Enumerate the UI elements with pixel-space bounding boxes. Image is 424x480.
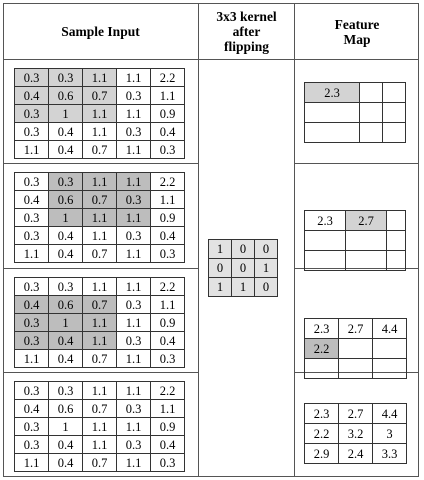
feature-cell: 2.2 [305,424,339,444]
row-divider-input-3 [3,372,199,373]
divider-input-kernel [198,3,199,477]
input-cell: 0.3 [15,105,49,123]
input-matrix-step-2 [14,172,185,263]
input-cell: 0.3 [15,332,49,350]
input-cell: 0.9 [151,418,185,436]
input-matrix-step-1 [14,68,185,159]
input-cell: 0.3 [15,209,49,227]
input-cell: 0.4 [15,191,49,209]
input-cell: 1.1 [83,332,117,350]
input-cell: 0.3 [117,436,151,454]
feature-cell: 2.7 [346,211,387,231]
feature-cell: 2.3 [305,83,360,103]
input-cell: 2.2 [151,69,185,87]
feature-cell: 3 [373,424,407,444]
input-cell: 0.3 [117,191,151,209]
input-cell: 0.3 [151,454,185,472]
input-cell: 1.1 [83,436,117,454]
header-sample-input [3,4,198,59]
input-cell: 0.3 [151,141,185,159]
feature-cell [305,123,360,143]
feature-cell [383,83,406,103]
input-cell: 1.1 [83,418,117,436]
input-cell: 0.7 [83,245,117,263]
feature-cell [339,359,373,379]
header-sample-input-text: Sample Input [61,24,140,39]
input-cell: 2.2 [151,173,185,191]
input-cell: 0.3 [49,69,83,87]
feature-cell: 3.3 [373,444,407,464]
input-cell: 1.1 [151,296,185,314]
input-cell: 0.3 [15,278,49,296]
feature-cell [373,339,407,359]
header-kernel-line2: after [232,24,261,39]
input-cell: 0.6 [49,400,83,418]
input-cell: 0.3 [117,332,151,350]
kernel-cell: 0 [255,240,278,259]
kernel-cell: 0 [232,259,255,278]
input-cell: 0.4 [15,296,49,314]
feature-cell: 2.3 [305,319,339,339]
input-cell: 2.2 [151,382,185,400]
feature-cell [346,231,387,251]
input-cell: 1.1 [117,209,151,227]
input-cell: 0.3 [15,314,49,332]
input-cell: 1.1 [117,141,151,159]
input-cell: 1.1 [83,173,117,191]
input-cell: 0.3 [15,69,49,87]
feature-cell [387,211,406,231]
input-cell: 0.4 [49,141,83,159]
input-cell: 0.3 [151,245,185,263]
input-cell: 0.4 [15,400,49,418]
header-feature-line2: Map [343,31,371,47]
feature-cell [305,231,346,251]
header-feature-line1: Feature [334,16,380,32]
row-divider-input-1 [3,163,199,164]
input-cell: 0.7 [83,400,117,418]
feature-cell: 2.2 [305,339,339,359]
input-cell: 0.7 [83,296,117,314]
input-cell: 0.7 [83,191,117,209]
kernel-cell: 1 [209,240,232,259]
input-cell: 0.4 [151,227,185,245]
feature-cell: 4.4 [373,404,407,424]
input-cell: 0.4 [49,332,83,350]
input-cell: 0.4 [49,227,83,245]
feature-cell [387,231,406,251]
input-cell: 1.1 [83,123,117,141]
kernel-matrix [208,239,278,297]
input-cell: 1.1 [15,350,49,368]
input-cell: 0.4 [49,245,83,263]
input-cell: 1.1 [117,382,151,400]
feature-cell [305,251,346,271]
input-cell: 1.1 [117,314,151,332]
input-cell: 0.4 [49,454,83,472]
header-kernel-line1: 3x3 kernel [216,9,277,24]
input-cell: 1 [49,105,83,123]
feature-cell: 3.2 [339,424,373,444]
feature-cell [339,339,373,359]
input-cell: 1.1 [117,350,151,368]
feature-map-step-3 [304,318,407,379]
input-cell: 1.1 [117,69,151,87]
kernel-cell: 0 [255,278,278,297]
feature-cell [383,123,406,143]
feature-cell: 2.3 [305,404,339,424]
input-cell: 0.3 [15,123,49,141]
input-cell: 1.1 [117,418,151,436]
feature-cell: 2.9 [305,444,339,464]
input-cell: 2.2 [151,278,185,296]
feature-cell: 4.4 [373,319,407,339]
input-cell: 0.9 [151,105,185,123]
input-cell: 0.6 [49,296,83,314]
input-cell: 1.1 [83,69,117,87]
input-cell: 1.1 [83,382,117,400]
input-cell: 0.3 [49,278,83,296]
input-cell: 1 [49,314,83,332]
input-cell: 0.3 [117,87,151,105]
feature-cell [373,359,407,379]
header-kernel [199,4,294,59]
input-cell: 0.3 [117,400,151,418]
input-cell: 0.4 [49,436,83,454]
input-cell: 0.6 [49,191,83,209]
input-cell: 1.1 [15,454,49,472]
input-matrix-step-3 [14,277,185,368]
feature-cell [383,103,406,123]
feature-map-step-2 [304,210,406,271]
input-cell: 0.4 [49,123,83,141]
input-cell: 1.1 [117,105,151,123]
input-cell: 0.3 [49,382,83,400]
kernel-cell: 0 [209,259,232,278]
feature-cell [305,103,360,123]
input-cell: 0.3 [15,227,49,245]
kernel-cell: 1 [255,259,278,278]
input-cell: 0.4 [151,332,185,350]
input-cell: 0.4 [15,87,49,105]
input-cell: 0.3 [15,436,49,454]
feature-map-step-4 [304,403,407,464]
feature-cell [346,251,387,271]
input-cell: 1.1 [117,173,151,191]
input-cell: 0.3 [117,227,151,245]
input-cell: 0.3 [117,123,151,141]
input-cell: 0.4 [151,123,185,141]
input-cell: 0.6 [49,87,83,105]
input-cell: 0.7 [83,454,117,472]
feature-cell [360,103,383,123]
feature-cell: 2.3 [305,211,346,231]
input-cell: 1.1 [83,227,117,245]
divider-kernel-feature [294,3,295,477]
input-cell: 0.3 [151,350,185,368]
input-cell: 1.1 [83,278,117,296]
kernel-cell: 0 [232,240,255,259]
feature-map-step-1 [304,82,406,143]
input-matrix-step-4 [14,381,185,472]
input-cell: 0.7 [83,141,117,159]
row-divider-feature-1 [294,163,419,164]
input-cell: 1.1 [15,141,49,159]
header-divider [3,59,419,60]
input-cell: 1.1 [117,245,151,263]
input-cell: 1.1 [117,454,151,472]
input-cell: 0.3 [15,418,49,436]
input-cell: 0.9 [151,314,185,332]
input-cell: 0.7 [83,87,117,105]
input-cell: 1 [49,418,83,436]
row-divider-input-2 [3,268,199,269]
input-cell: 1.1 [151,400,185,418]
kernel-cell: 1 [209,278,232,297]
header-kernel-line3: flipping [223,39,270,54]
input-cell: 1.1 [151,87,185,105]
input-cell: 1.1 [151,191,185,209]
input-cell: 1.1 [83,209,117,227]
header-feature-map [295,4,419,59]
input-cell: 1.1 [83,314,117,332]
input-cell: 0.3 [15,173,49,191]
feature-cell [360,83,383,103]
input-cell: 1.1 [15,245,49,263]
feature-cell: 2.7 [339,404,373,424]
feature-cell [360,123,383,143]
input-cell: 0.4 [49,350,83,368]
input-cell: 0.3 [117,296,151,314]
feature-cell [305,359,339,379]
input-cell: 0.7 [83,350,117,368]
kernel-cell: 1 [232,278,255,297]
input-cell: 0.9 [151,209,185,227]
input-cell: 1.1 [117,278,151,296]
feature-cell [387,251,406,271]
feature-cell: 2.4 [339,444,373,464]
feature-cell: 2.7 [339,319,373,339]
input-cell: 0.3 [49,173,83,191]
input-cell: 1.1 [83,105,117,123]
input-cell: 0.3 [15,382,49,400]
input-cell: 1 [49,209,83,227]
input-cell: 0.4 [151,436,185,454]
